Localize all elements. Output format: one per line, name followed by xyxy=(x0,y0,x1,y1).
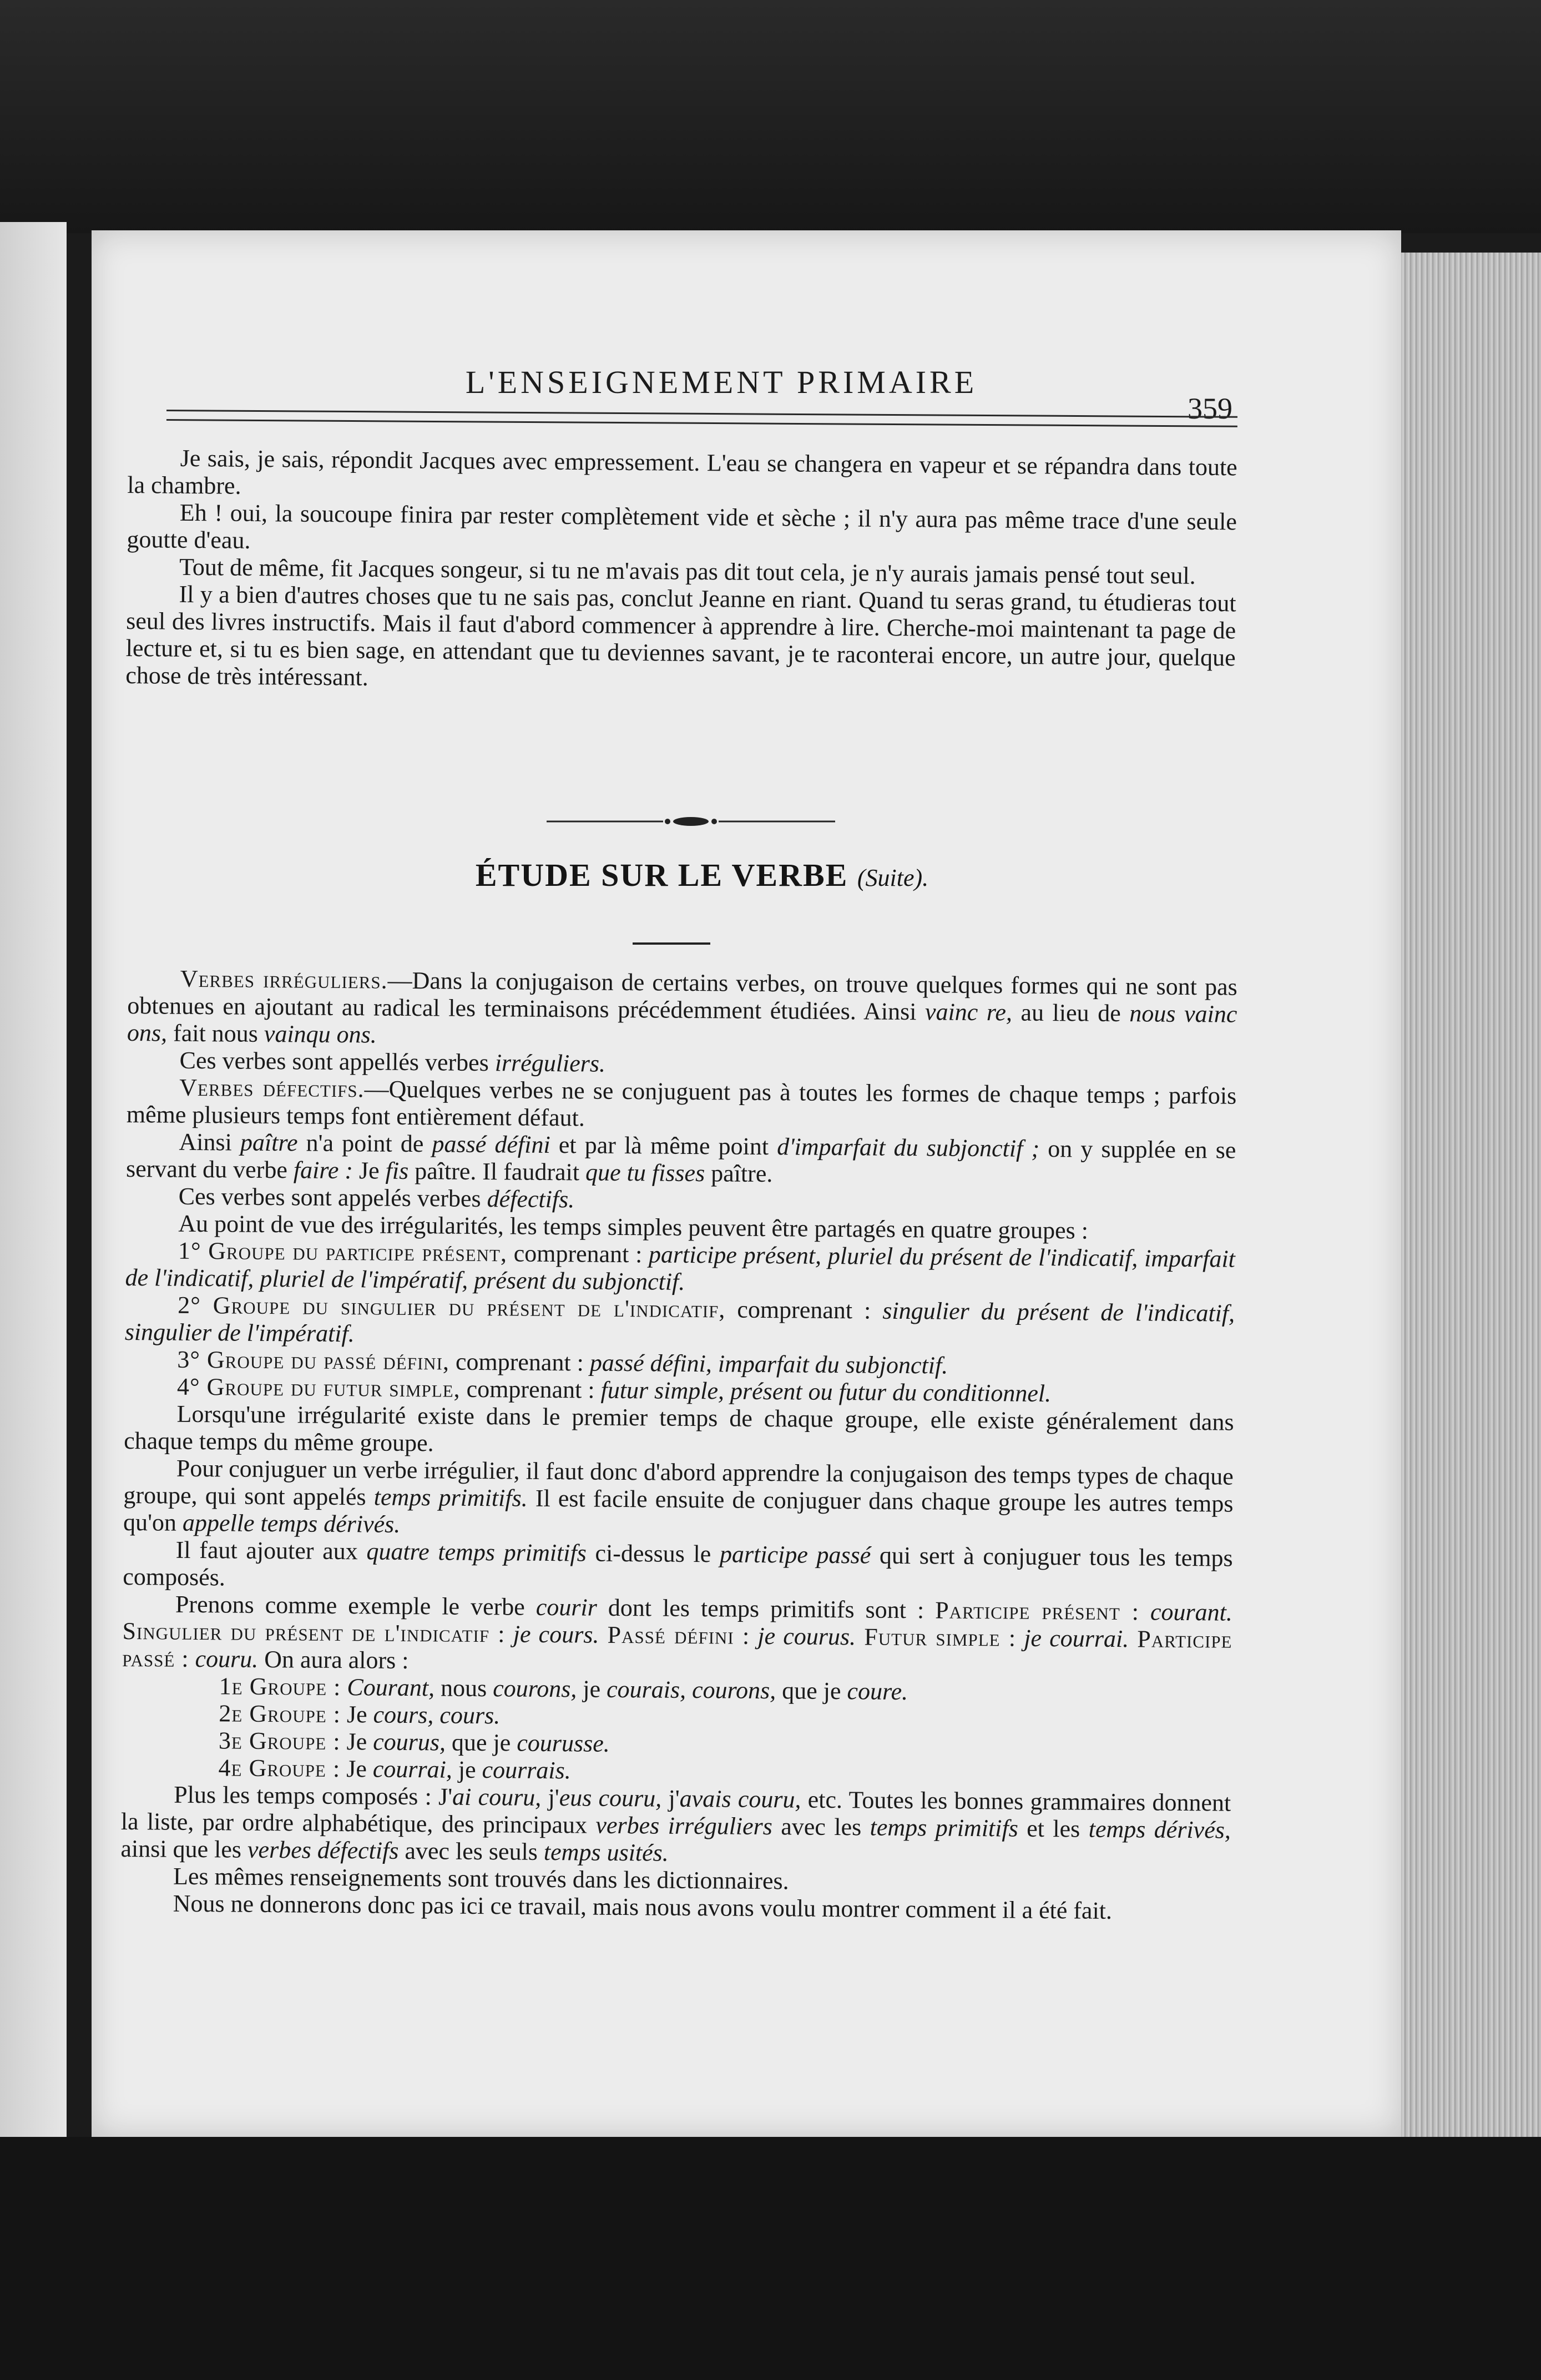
text-run: je xyxy=(577,1675,607,1703)
italic-run: courais, courons, xyxy=(606,1675,776,1705)
italic-run: temps usités. xyxy=(543,1838,669,1867)
italic-run: fis xyxy=(385,1157,409,1184)
term-label: Verbes irréguliers. xyxy=(180,965,388,994)
text-run: fait nous xyxy=(166,1019,265,1047)
story-paragraph: Tout de même, fit Jacques songeur, si tu ne m'avais pas dit tout cela, je n'y aurais jamais pensé tout seul. xyxy=(179,553,1196,589)
text-run: ainsi que les xyxy=(120,1834,248,1863)
text-run: Ainsi xyxy=(179,1128,241,1156)
etude-text xyxy=(120,965,1237,1925)
text-run: etc. Toutes les bonnes grammaires donnent la liste, par ordre alphabétique, des principaux xyxy=(120,1786,1231,1839)
italic-run: verbes irréguliers xyxy=(595,1811,773,1841)
italic-run: que tu fisses xyxy=(585,1158,705,1187)
text-run: Prenons comme exemple le verbe xyxy=(175,1590,537,1621)
text-run: n'a point de xyxy=(297,1129,432,1158)
italic-run: je cours. xyxy=(505,1620,599,1648)
page-number: 359 xyxy=(1188,392,1232,425)
italic-run: verbes défectifs xyxy=(247,1836,399,1864)
paragraph: Lorsqu'une irrégularité existe dans le premier temps de chaque groupe, elle existe généralement dans chaque temps du même groupe. xyxy=(124,1400,1234,1457)
italic-run: défectifs. xyxy=(487,1185,575,1213)
text-run: On aura alors : xyxy=(258,1645,409,1675)
paragraph: Au point de vue des irrégularités, les temps simples peuvent être partagés en quatre groupes : xyxy=(178,1209,1089,1244)
italic-run: coure. xyxy=(847,1677,908,1706)
story-paragraph: Je sais, je sais, répondit Jacques avec empressement. L'eau se changera en vapeur et se répandra dans toute la chambre. xyxy=(127,444,1237,500)
italic-run: cours, cours. xyxy=(373,1701,501,1729)
paragraph xyxy=(123,1454,1234,1545)
section-rule xyxy=(633,942,710,945)
text-run: Pour conjuguer un verbe irrégulier, il faut donc d'abord apprendre la conjugaison des temps types de chaque groupe, qui sont appelés xyxy=(123,1454,1234,1511)
italic-run: faire : xyxy=(293,1156,353,1184)
running-title: L'ENSEIGNEMENT PRIMAIRE xyxy=(465,364,978,400)
groupe-label: 4e Groupe : xyxy=(218,1754,341,1783)
term-label: Verbes défectifs. xyxy=(179,1073,365,1103)
page-header xyxy=(166,364,1276,425)
italic-run: temps primitifs xyxy=(870,1813,1019,1842)
text-run: j' xyxy=(541,1783,559,1812)
text-run: comprenant : xyxy=(507,1239,649,1268)
book-page-edges xyxy=(1385,253,1541,2228)
text-run: je xyxy=(452,1756,482,1784)
tense-label: Futur simple : xyxy=(855,1623,1017,1652)
paragraph xyxy=(123,1536,1233,1599)
text-run: comprenant : xyxy=(725,1295,883,1324)
italic-run: passé défini xyxy=(432,1130,550,1158)
italic-run: je courus. xyxy=(749,1622,856,1651)
section-subtitle: (Suite). xyxy=(857,864,929,891)
text-run: que je xyxy=(445,1728,517,1757)
section-title xyxy=(411,856,993,894)
text-run: j' xyxy=(661,1784,680,1812)
facing-page-edge xyxy=(0,222,67,2137)
paragraph: Les mêmes renseignements sont trouvés dans les dictionnaires. xyxy=(173,1862,789,1895)
italic-run: Courant, xyxy=(341,1673,435,1702)
groupe-label: 2e Groupe : xyxy=(219,1700,341,1728)
paragraph-verbes-defectifs xyxy=(127,1073,1237,1137)
groupe-label: 4° Groupe du futur simple, xyxy=(176,1373,461,1403)
groupe-label: 3e Groupe : xyxy=(218,1727,341,1756)
italic-run: appelle temps dérivés. xyxy=(182,1509,401,1538)
paragraph xyxy=(126,1128,1236,1191)
text-run: paître. xyxy=(704,1159,773,1188)
tense-label: Singulier du présent de l'indicatif : xyxy=(122,1617,506,1648)
scan-background-bottom xyxy=(0,2137,1541,2380)
italic-run: je courrai. xyxy=(1015,1624,1129,1653)
text-run: et les xyxy=(1018,1814,1089,1843)
italic-run: vainc re, xyxy=(924,998,1013,1026)
text-run: Il est facile ensuite de conjuguer dans chaque groupe les autres temps qu'on xyxy=(123,1484,1234,1536)
italic-run: temps dérivés, xyxy=(1088,1815,1231,1844)
text-run: Ces verbes sont appellés verbes xyxy=(179,1046,496,1077)
text-run: Il faut ajouter aux xyxy=(175,1536,367,1565)
text-run: nous xyxy=(434,1674,493,1702)
groupe-1 xyxy=(125,1237,1235,1300)
italic-run: participe passé xyxy=(719,1540,871,1569)
italic-run: courrai, xyxy=(372,1755,453,1783)
scan-background-top xyxy=(0,0,1541,233)
italic-run: courrais. xyxy=(482,1756,571,1784)
text-run: avec les xyxy=(772,1813,870,1841)
text-run: Ces verbes sont appelés verbes xyxy=(178,1182,487,1213)
text-run: —Dans la conjugaison de certains verbes, on trouve quelques formes qui ne sont pas obtenues en ajoutant au radical les terminaisons précédemment étudiées. Ainsi xyxy=(127,966,1237,1026)
italic-run: temps primitifs. xyxy=(373,1483,528,1512)
tense-label: Participe présent : xyxy=(935,1596,1140,1626)
italic-run: singulier du présent de l'indicatif, singulier de l'impératif. xyxy=(124,1297,1235,1348)
tense-label: Passé défini : xyxy=(599,1621,750,1650)
italic-run: futur simple, présent ou futur du conditionnel. xyxy=(600,1376,1052,1408)
ornament-divider xyxy=(547,815,835,828)
italic-run: nous vainc ons, xyxy=(127,1000,1237,1047)
text-run: et par là même point xyxy=(550,1131,777,1161)
italic-run: couru. xyxy=(189,1645,259,1673)
italic-run: vainqu ons. xyxy=(264,1020,377,1048)
paragraph xyxy=(122,1590,1232,1681)
tense-label: Participe passé : xyxy=(122,1625,1232,1672)
text-run: au lieu de xyxy=(1012,999,1130,1027)
italic-run: irréguliers. xyxy=(494,1049,606,1077)
text-run: comprenant : xyxy=(460,1375,601,1404)
italic-run: ai couru, xyxy=(452,1783,542,1811)
story-text xyxy=(125,444,1237,698)
text-run: comprenant : xyxy=(449,1348,590,1376)
groupe-label: 2° Groupe du singulier du présent de l'indicatif, xyxy=(177,1291,726,1323)
italic-run: courir xyxy=(535,1593,598,1621)
text-run: Je xyxy=(340,1728,373,1756)
text-run: Je xyxy=(352,1157,386,1184)
text-run: qui sert à conjuguer tous les temps composés. xyxy=(123,1541,1233,1591)
groupe-label: 3° Groupe du passé défini, xyxy=(177,1345,450,1375)
italic-run: paître xyxy=(240,1128,298,1157)
text-run: que je xyxy=(776,1677,847,1705)
italic-run: quatre temps primitifs xyxy=(366,1537,587,1567)
groupe-label: 1° Groupe du participe présent, xyxy=(178,1237,508,1267)
groupe-2 xyxy=(125,1291,1235,1354)
paragraph: Nous ne donnerons donc pas ici ce travail, mais nous avons voulu montrer comment il a été fait. xyxy=(173,1889,1113,1924)
text-run: Je xyxy=(340,1701,373,1728)
story-paragraph: Il y a bien d'autres choses que tu ne sais pas, conclut Jeanne en riant. Quand tu seras grand, tu étudieras tout seul des livres instructifs. Mais il faut d'abord commencer à apprendre à lire. Cherche-moi maintenant ta page de lecture et, si tu es bien sage, en attendant que tu deviennes savant, je te raconterai encore, un autre jour, quelque chose de très intéressant. xyxy=(125,580,1236,691)
italic-run: avais couru, xyxy=(679,1784,801,1813)
text-run: paître. Il faudrait xyxy=(408,1157,586,1186)
text-run: —Quelques verbes ne se conjuguent pas à toutes les formes de chaque temps ; parfois même plusieurs temps font entièrement défaut. xyxy=(126,1075,1237,1132)
italic-run: d'imparfait du subjonctif ; xyxy=(777,1133,1040,1162)
text-run: avec les seuls xyxy=(398,1837,544,1865)
italic-run: courusse. xyxy=(517,1729,610,1757)
text-run: Plus les temps composés : J' xyxy=(174,1781,453,1811)
italic-run: participe présent, pluriel du présent de l'indicatif, imparfait de l'indicatif, pluriel de l'impératif, présent du subjonctif. xyxy=(125,1241,1236,1295)
groupe-label: 1e Groupe : xyxy=(219,1672,341,1701)
italic-run: courus, xyxy=(373,1728,446,1756)
paragraph xyxy=(120,1781,1231,1871)
story-paragraph: Eh ! oui, la soucoupe finira par rester complètement vide et sèche ; il n'y aura pas même trace d'une seule goutte d'eau. xyxy=(127,498,1237,554)
italic-run: courant. xyxy=(1139,1598,1233,1626)
text-run: ci-dessus le xyxy=(586,1539,720,1568)
text-run: Je xyxy=(340,1755,373,1783)
text-run: dont les temps primitifs sont : xyxy=(597,1594,936,1624)
italic-run: eus couru, xyxy=(559,1784,662,1812)
italic-run: courons, xyxy=(492,1675,577,1703)
section-title-text: ÉTUDE SUR LE VERBE xyxy=(475,857,848,893)
italic-run: passé défini, imparfait du subjonctif. xyxy=(589,1349,948,1379)
paragraph-verbes-irreguliers xyxy=(127,965,1237,1055)
text-run: on y supplée en se servant du verbe xyxy=(125,1134,1236,1184)
